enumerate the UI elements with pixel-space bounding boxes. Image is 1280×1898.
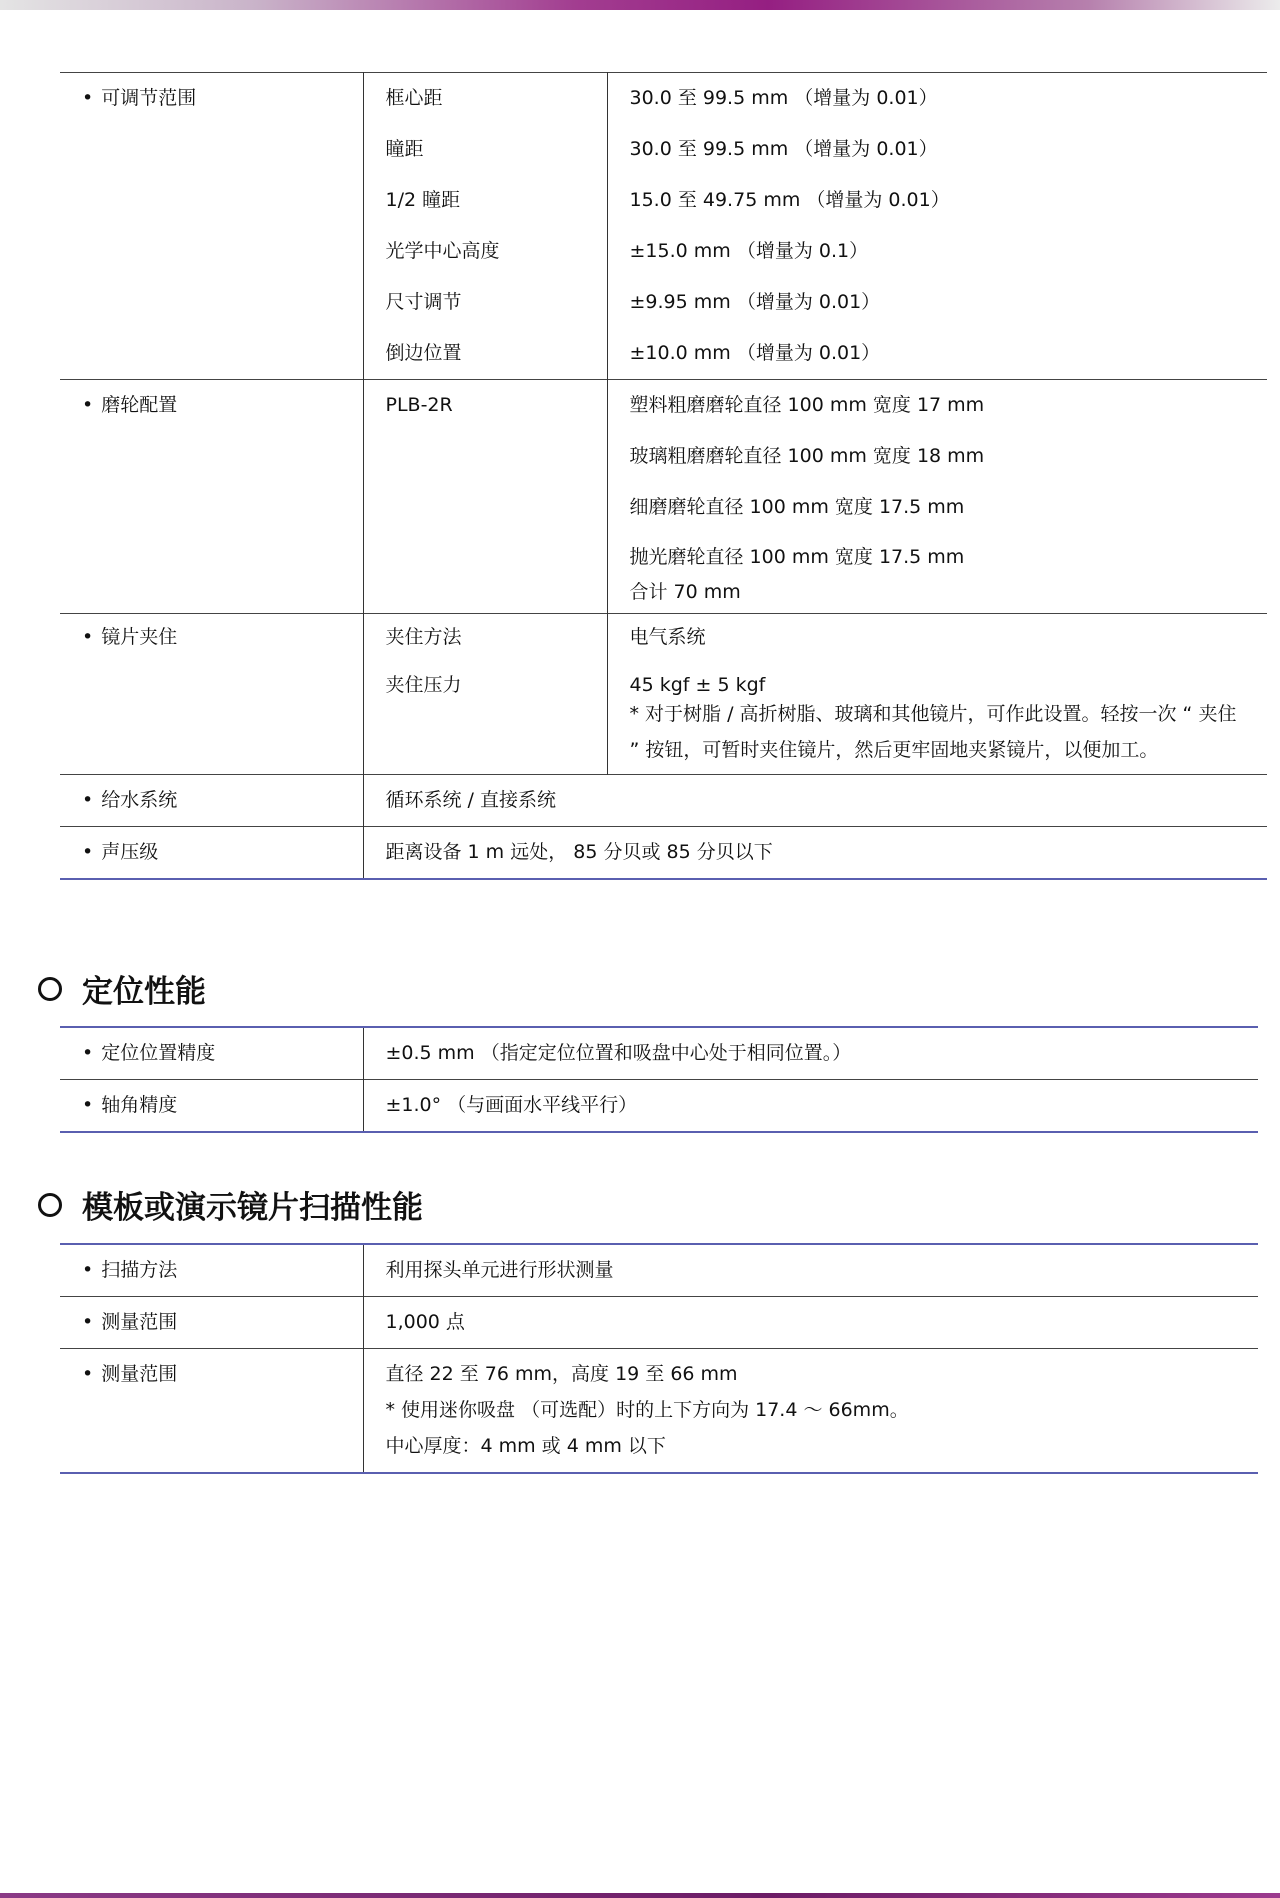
param-value: 30.0 至 99.5 mm （增量为 0.01） — [629, 138, 938, 160]
bottom-decorative-bar — [0, 1893, 1280, 1898]
row-label-adjust: • 可调节范围 — [82, 73, 363, 124]
row-label-noise: • 声压级 — [82, 827, 363, 878]
spec-table-main — [60, 72, 1267, 880]
wheel-line: 抛光磨轮直径 100 mm 宽度 17.5 mm — [629, 546, 965, 568]
row-label-water: • 给水系统 — [82, 775, 363, 826]
param-name: 倒边位置 — [385, 342, 462, 364]
spec-table-scanning — [60, 1243, 1258, 1474]
table-row — [60, 1027, 1258, 1080]
wheel-model: PLB-2R — [385, 394, 453, 416]
param-value: ±9.95 mm （增量为 0.01） — [629, 291, 881, 313]
range-line: 直径 22 至 76 mm，高度 19 至 66 mm — [385, 1363, 738, 1385]
row-label: • 测量范围 — [82, 1297, 363, 1348]
circle-bullet-icon — [38, 1193, 62, 1217]
clamp-method-value: 电气系统 — [629, 626, 706, 648]
param-value: 15.0 至 49.75 mm （增量为 0.01） — [629, 189, 950, 211]
param-name: 框心距 — [385, 87, 443, 109]
circle-bullet-icon — [38, 977, 62, 1001]
param-name: 1/2 瞳距 — [385, 189, 461, 211]
table-row — [60, 1349, 1258, 1474]
row-label: • 轴角精度 — [82, 1080, 363, 1131]
param-name: 尺寸调节 — [385, 291, 462, 313]
range-line: 中心厚度：4 mm 或 4 mm 以下 — [385, 1435, 666, 1457]
row-label-wheel: • 磨轮配置 — [82, 380, 363, 431]
row-label: • 定位位置精度 — [82, 1028, 363, 1079]
param-value: 30.0 至 99.5 mm （增量为 0.01） — [629, 87, 938, 109]
table-row-clamp — [60, 614, 1267, 775]
clamp-note: * 对于树脂 / 高折树脂、玻璃和其他镜片，可作此设置。轻按一次 “ 夹住 ” 按钮，可暂时夹住镜片，然后更牢固地夹紧镜片，以便加工。 — [629, 703, 1237, 761]
wheel-line: 玻璃粗磨磨轮直径 100 mm 宽度 18 mm — [629, 445, 985, 467]
section-title-positioning — [38, 966, 206, 1011]
spec-table-positioning — [60, 1026, 1258, 1133]
table-row — [60, 1244, 1258, 1297]
row-label-clamp: • 镜片夹住 — [82, 614, 363, 660]
row-value: 利用探头单元进行形状测量 — [385, 1259, 614, 1281]
table-row-wheel — [60, 380, 1267, 614]
row-label: • 扫描方法 — [82, 1245, 363, 1296]
param-value: ±15.0 mm （增量为 0.1） — [629, 240, 869, 262]
range-line: * 使用迷你吸盘 （可选配）时的上下方向为 17.4 ～ 66mm。 — [385, 1399, 909, 1421]
clamp-method-name: 夹住方法 — [385, 626, 462, 648]
top-decorative-bar — [0, 0, 1280, 10]
water-value: 循环系统 / 直接系统 — [385, 789, 556, 811]
wheel-line: 细磨磨轮直径 100 mm 宽度 17.5 mm — [629, 496, 965, 518]
clamp-pressure-name: 夹住压力 — [385, 674, 462, 696]
clamp-pressure-value: 45 kgf ± 5 kgf — [629, 674, 766, 696]
table-row-noise — [60, 827, 1267, 880]
section-title-text: 定位性能 — [82, 974, 206, 1010]
section-title-text: 模板或演示镜片扫描性能 — [82, 1190, 423, 1226]
table-row-adjust — [60, 73, 1267, 380]
row-value: ±0.5 mm （指定定位位置和吸盘中心处于相同位置。） — [385, 1042, 852, 1064]
param-name: 光学中心高度 — [385, 240, 500, 262]
param-value: ±10.0 mm （增量为 0.01） — [629, 342, 881, 364]
param-name: 瞳距 — [385, 138, 424, 160]
wheel-line: 塑料粗磨磨轮直径 100 mm 宽度 17 mm — [629, 394, 985, 416]
row-label: • 测量范围 — [82, 1349, 363, 1400]
noise-value: 距离设备 1 m 远处， 85 分贝或 85 分贝以下 — [385, 841, 773, 863]
section-title-scanning — [38, 1182, 423, 1227]
table-row — [60, 1297, 1258, 1349]
row-value: 1,000 点 — [385, 1311, 465, 1333]
table-row-water — [60, 775, 1267, 827]
table-row — [60, 1080, 1258, 1133]
row-value: ±1.0° （与画面水平线平行） — [385, 1094, 638, 1116]
wheel-line: 合计 70 mm — [629, 581, 741, 603]
